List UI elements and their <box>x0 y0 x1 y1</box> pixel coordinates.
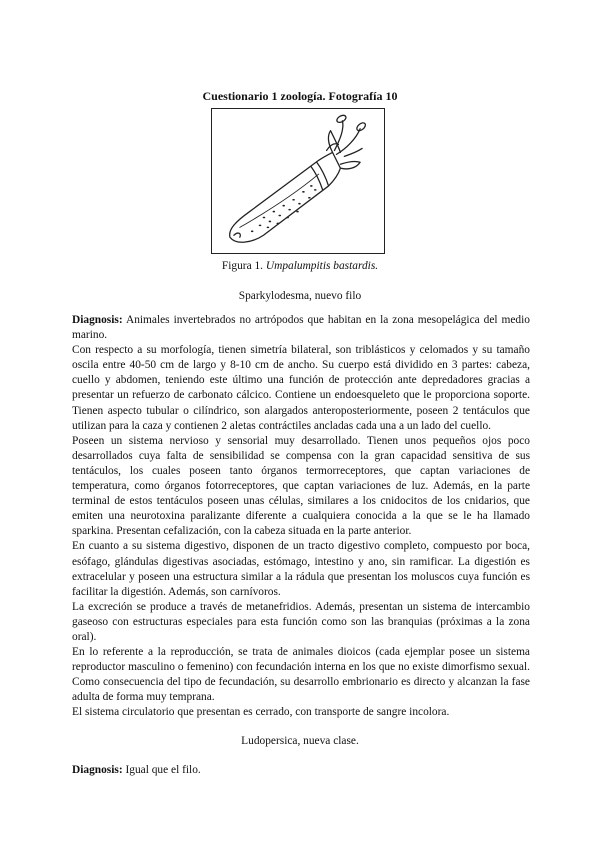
class-diagnosis-text: Igual que el filo. <box>122 764 201 776</box>
circulatory-paragraph: El sistema circulatorio que presentan es cerrado, con transporte de sangre incolora. <box>72 706 450 719</box>
excretion-paragraph: La excreción se produce a través de metanefridios. Además, presentan un sistema de intercambio gaseoso con estructuras especiales para esta función como son las branquias (próximas a la zona oral). <box>72 600 530 643</box>
diagnosis-label: Diagnosis: <box>72 314 123 326</box>
diagnosis-paragraph <box>72 313 530 343</box>
diagnosis-text: Animales invertebrados no artrópodos que habitan en la zona mesopelágica del medio marino. <box>72 314 530 342</box>
reproduction-paragraph: En lo referente a la reproducción, se trata de animales dioicos (cada ejemplar posee un sistema reproductor masculino o femenino) con fecundación interna en los que no existe dimorfismo sexual. Como consecuencia del tipo de fecundación, su desarrollo embrionario es directo y alcanzan la fase adulta de forma muy temprana. <box>72 646 530 704</box>
figure-illustration <box>211 108 385 254</box>
class-diagnosis-paragraph <box>72 763 530 778</box>
caption-prefix: Figura 1. <box>221 260 266 272</box>
creature-drawing-icon <box>212 109 384 253</box>
figure-caption <box>0 259 600 274</box>
nervous-system-paragraph: Poseen un sistema nervioso y sensorial muy desarrollado. Tienen unos pequeños ojos poco desarrollados cuya falta de sensibilidad se compensa con la gran capacidad sensitiva de sus tentáculos, los cuales poseen tanto órganos termorreceptores, que captan variaciones de temperatura, como órganos fotorreceptores, que captan variaciones de luz. Además, en la parte terminal de estos tentáculos poseen unas células, similares a los cnidocitos de los cnidarios, que emiten una neurotoxina paralizante diferente a cualquiera conocida a la que se le ha llamado sparkina. Presentan cefalización, con la cabeza situada en la parte anterior. <box>72 434 530 538</box>
morphology-paragraph: Con respecto a su morfología, tienen simetría bilateral, son triblásticos y celomados y su tamaño oscila entre 40-50 cm de largo y 8-10 cm de ancho. Su cuerpo está dividido en 3 partes: cabeza, cuello y abdomen, teniendo este último una función de protección ante depredadores gracias a presentar un refuerzo de carbonato cálcico. Contiene un endoesqueleto que le proporciona soporte. Tienen aspecto tubular o cilíndrico, son alargados anteroposteriormente, poseen 2 tentáculos que utilizan para la caza y contienen 2 aletas contráctiles ancladas cada una a un lado del cuello. <box>72 344 530 432</box>
caption-species: Umpalumpitis bastardis. <box>265 260 379 272</box>
document-body <box>72 313 530 721</box>
digestive-system-paragraph: En cuanto a su sistema digestivo, disponen de un tracto digestivo completo, compuesto por boca, esófago, glándulas digestivas asociadas, estómago, intestino y ano, sin ramificar. La digestión es extracelular y poseen una estructura similar a la rádula que presentan los moluscos cuya función es facilitar la digestión. Además, son carnívoros. <box>72 540 530 598</box>
class-heading: Ludopersica, nueva clase. <box>241 735 359 747</box>
document-title: Cuestionario 1 zoología. Fotografía 10 <box>202 89 398 103</box>
class-diagnosis-label: Diagnosis: <box>72 764 123 776</box>
phylum-heading: Sparkylodesma, nuevo filo <box>238 290 362 302</box>
